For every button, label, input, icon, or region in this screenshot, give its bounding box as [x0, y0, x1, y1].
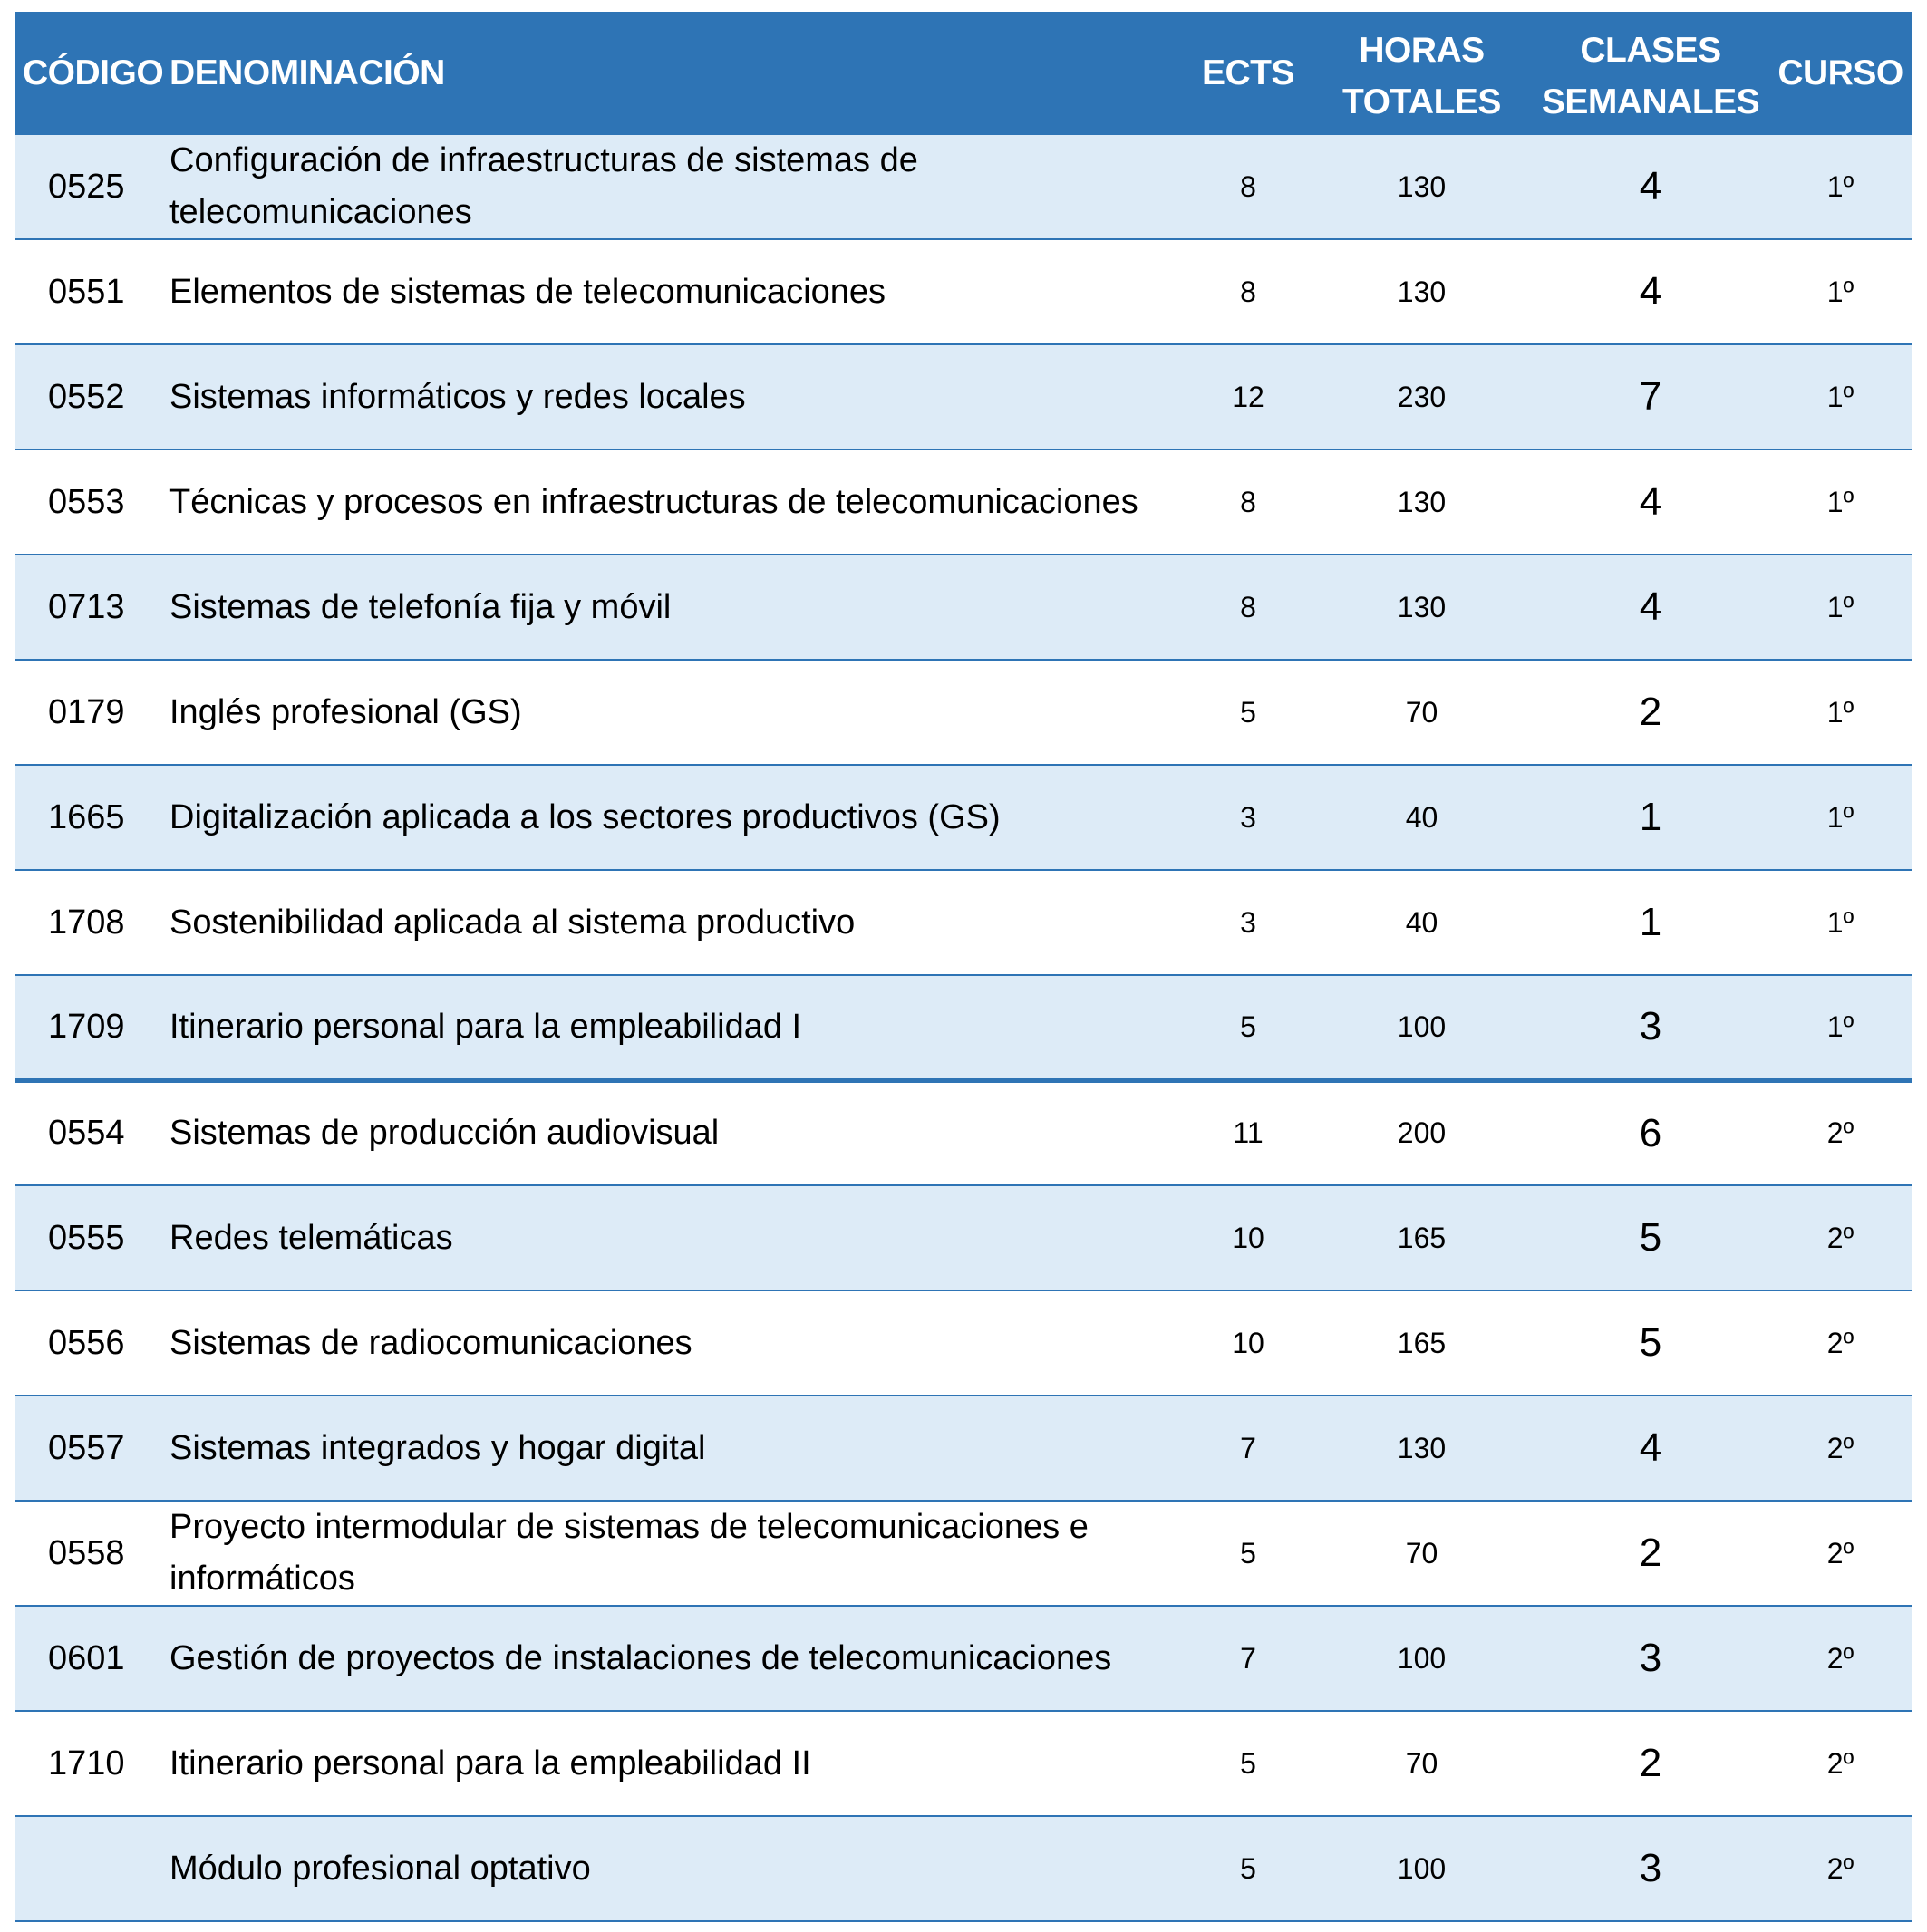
table-row: [15, 239, 1912, 344]
table-row: [15, 1290, 1912, 1396]
module-code: 0554: [15, 1080, 163, 1185]
table-body: [15, 134, 1912, 1921]
header-code: CÓDIGO: [15, 12, 163, 134]
module-name: Inglés profesional (GS): [163, 660, 1185, 765]
module-course: 2º: [1769, 1290, 1912, 1396]
table-row: [15, 975, 1912, 1080]
module-code: 0556: [15, 1290, 163, 1396]
module-code: 0551: [15, 239, 163, 344]
module-ects: 8: [1185, 239, 1312, 344]
module-hours: 100: [1312, 975, 1532, 1080]
header-hours: HORAS TOTALES: [1312, 12, 1532, 134]
module-name: Itinerario personal para la empleabilidad I: [163, 975, 1185, 1080]
table-row: [15, 765, 1912, 870]
table-header-row: [15, 12, 1912, 134]
module-code: 0558: [15, 1501, 163, 1606]
module-hours: 70: [1312, 660, 1532, 765]
module-name: Técnicas y procesos en infraestructuras de telecomunicaciones: [163, 449, 1185, 555]
module-code: 0555: [15, 1185, 163, 1290]
module-name: Elementos de sistemas de telecomunicaciones: [163, 239, 1185, 344]
module-ects: 7: [1185, 1606, 1312, 1711]
table-row: [15, 555, 1912, 660]
module-hours: 130: [1312, 239, 1532, 344]
module-ects: 3: [1185, 765, 1312, 870]
module-course: 2º: [1769, 1606, 1912, 1711]
modules-table: [15, 12, 1912, 1922]
module-course: 2º: [1769, 1816, 1912, 1921]
header-name: DENOMINACIÓN: [163, 12, 1185, 134]
table-row: [15, 1606, 1912, 1711]
module-ects: 5: [1185, 975, 1312, 1080]
module-hours: 70: [1312, 1501, 1532, 1606]
module-code: 1665: [15, 765, 163, 870]
module-name: Módulo profesional optativo: [163, 1816, 1185, 1921]
module-course: 1º: [1769, 239, 1912, 344]
module-hours: 165: [1312, 1290, 1532, 1396]
module-weekly-classes: 4: [1532, 239, 1769, 344]
module-name: Digitalización aplicada a los sectores productivos (GS): [163, 765, 1185, 870]
module-code: 0179: [15, 660, 163, 765]
module-weekly-classes: 2: [1532, 1501, 1769, 1606]
module-code: 0601: [15, 1606, 163, 1711]
module-hours: 130: [1312, 555, 1532, 660]
module-course: 2º: [1769, 1080, 1912, 1185]
module-name: Sistemas integrados y hogar digital: [163, 1396, 1185, 1501]
module-course: 2º: [1769, 1185, 1912, 1290]
module-hours: 230: [1312, 344, 1532, 449]
module-code: 0557: [15, 1396, 163, 1501]
module-name: Gestión de proyectos de instalaciones de telecomunicaciones: [163, 1606, 1185, 1711]
module-code: 0525: [15, 134, 163, 239]
module-weekly-classes: 2: [1532, 1711, 1769, 1816]
module-ects: 10: [1185, 1185, 1312, 1290]
module-name: Sistemas de radiocomunicaciones: [163, 1290, 1185, 1396]
module-course: 2º: [1769, 1501, 1912, 1606]
module-name: Configuración de infraestructuras de sistemas de telecomunicaciones: [163, 134, 1185, 239]
module-ects: 8: [1185, 555, 1312, 660]
module-hours: 40: [1312, 765, 1532, 870]
module-course: 1º: [1769, 555, 1912, 660]
module-hours: 70: [1312, 1711, 1532, 1816]
module-course: 2º: [1769, 1711, 1912, 1816]
module-hours: 100: [1312, 1606, 1532, 1711]
table-row: [15, 134, 1912, 239]
module-hours: 130: [1312, 449, 1532, 555]
module-course: 1º: [1769, 344, 1912, 449]
header-ects: ECTS: [1185, 12, 1312, 134]
table-row: [15, 344, 1912, 449]
module-hours: 130: [1312, 134, 1532, 239]
module-weekly-classes: 6: [1532, 1080, 1769, 1185]
module-hours: 165: [1312, 1185, 1532, 1290]
module-weekly-classes: 2: [1532, 660, 1769, 765]
module-weekly-classes: 1: [1532, 765, 1769, 870]
module-course: 1º: [1769, 660, 1912, 765]
table-row: [15, 1711, 1912, 1816]
table-row: [15, 449, 1912, 555]
module-name: Sostenibilidad aplicada al sistema productivo: [163, 870, 1185, 975]
module-weekly-classes: 3: [1532, 975, 1769, 1080]
module-hours: 40: [1312, 870, 1532, 975]
module-weekly-classes: 1: [1532, 870, 1769, 975]
module-code: [15, 1816, 163, 1921]
module-course: 1º: [1769, 134, 1912, 239]
module-weekly-classes: 4: [1532, 555, 1769, 660]
table-row: [15, 1080, 1912, 1185]
module-name: Sistemas de producción audiovisual: [163, 1080, 1185, 1185]
module-name: Itinerario personal para la empleabilidad II: [163, 1711, 1185, 1816]
module-weekly-classes: 4: [1532, 134, 1769, 239]
table-row: [15, 1185, 1912, 1290]
module-code: 0553: [15, 449, 163, 555]
table-row: [15, 1396, 1912, 1501]
table-row: [15, 1501, 1912, 1606]
module-code: 1710: [15, 1711, 163, 1816]
module-code: 0552: [15, 344, 163, 449]
module-code: 1709: [15, 975, 163, 1080]
module-course: 2º: [1769, 1396, 1912, 1501]
module-code: 1708: [15, 870, 163, 975]
module-hours: 100: [1312, 1816, 1532, 1921]
header-classes: CLASES SEMANALES: [1532, 12, 1769, 134]
module-ects: 3: [1185, 870, 1312, 975]
module-hours: 200: [1312, 1080, 1532, 1185]
module-name: Proyecto intermodular de sistemas de telecomunicaciones e informáticos: [163, 1501, 1185, 1606]
module-name: Redes telemáticas: [163, 1185, 1185, 1290]
module-name: Sistemas informáticos y redes locales: [163, 344, 1185, 449]
module-ects: 8: [1185, 134, 1312, 239]
module-weekly-classes: 5: [1532, 1290, 1769, 1396]
module-ects: 11: [1185, 1080, 1312, 1185]
module-name: Sistemas de telefonía fija y móvil: [163, 555, 1185, 660]
module-ects: 12: [1185, 344, 1312, 449]
module-course: 1º: [1769, 975, 1912, 1080]
module-hours: 130: [1312, 1396, 1532, 1501]
header-course: CURSO: [1769, 12, 1912, 134]
module-ects: 8: [1185, 449, 1312, 555]
table-row: [15, 870, 1912, 975]
module-course: 1º: [1769, 449, 1912, 555]
module-weekly-classes: 3: [1532, 1816, 1769, 1921]
module-ects: 5: [1185, 1711, 1312, 1816]
module-ects: 5: [1185, 1816, 1312, 1921]
module-code: 0713: [15, 555, 163, 660]
module-course: 1º: [1769, 870, 1912, 975]
module-ects: 5: [1185, 660, 1312, 765]
module-weekly-classes: 4: [1532, 1396, 1769, 1501]
module-weekly-classes: 4: [1532, 449, 1769, 555]
table-row: [15, 1816, 1912, 1921]
module-weekly-classes: 5: [1532, 1185, 1769, 1290]
module-course: 1º: [1769, 765, 1912, 870]
table-row: [15, 660, 1912, 765]
module-ects: 7: [1185, 1396, 1312, 1501]
module-ects: 10: [1185, 1290, 1312, 1396]
module-ects: 5: [1185, 1501, 1312, 1606]
module-weekly-classes: 3: [1532, 1606, 1769, 1711]
module-weekly-classes: 7: [1532, 344, 1769, 449]
